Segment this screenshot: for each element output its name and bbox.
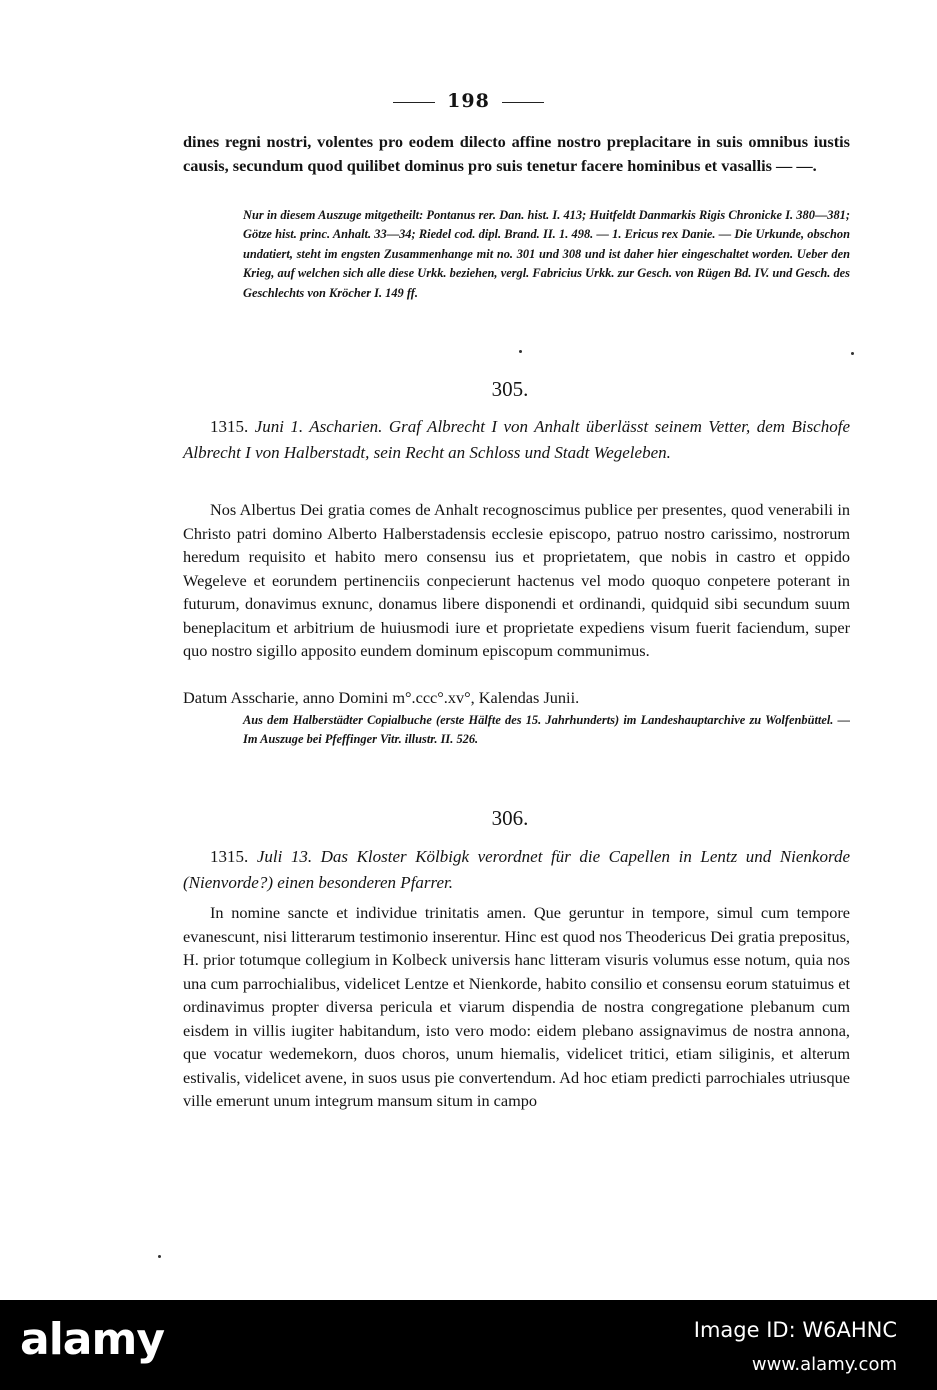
page-number <box>0 90 937 112</box>
document-summary-305: Juni 1. Ascharien. Graf Albrecht I von Anhalt überlässt seinem Vetter, dem Bischofe Albrecht I von Halberstadt, sein Recht an Schloss und Stadt Wegeleben. <box>183 417 850 462</box>
watermark-bar <box>0 1300 937 1390</box>
continuation-note: Nur in diesem Auszuge mitgetheilt: Pontanus rer. Dan. hist. I. 413; Huitfeldt Danmarkis Rigis Chronicke I. 380—381; Götze hist. princ. Anhalt. 33—34; Riedel cod. dipl. Brand. II. 1. 498. — 1. Ericus rex Danie. — Die Urkunde, obschon undatiert, steht im engsten Zusammenhange mit no. 301 und 308 und ist daher hier eingeschaltet worden. Ueber den Krieg, auf welchen sich alle diese Urkk. beziehen, vergl. Fabricius Urkk. zur Gesch. von Rügen Bd. IV. und Gesch. des Geschlechts von Kröcher I. 149 ff. <box>243 208 850 300</box>
alamy-logo: alamy <box>20 1314 164 1365</box>
divider <box>502 102 544 103</box>
document-number-306: 306. <box>491 806 529 830</box>
speck <box>851 352 854 355</box>
document-body-306: In nomine sancte et individue trinitatis amen. Que geruntur in tempore, simul cum tempore evanescunt, nisi litterarum testimonio inserentur. Hinc est quod nos Theodericus Dei gratia prepositus, H. prior totumque collegium in Kolbeck universis hanc litteram visuris volumus esse notum, quia nos una cum parrochialibus, videlicet Lentze et Nienkorde, habito consilio et consensu eorum statuimus et ordinavimus propter diversa pericula et viarum dispendia de nostra congregatione plebanum cum eisdem in villis iugiter habitandum, isto vero modo: eidem plebano assignavimus de nostra annona, que vocatur wedemekorn, duos choros, unum hiemalis, videlicet tritici, etiam siliginis, et alterum estivalis, videlicet avene, in suos usus pie convertendum. Ad hoc etiam predicti parrochiales utriusque ville emerunt unum integrum mansum situm in campo <box>183 903 850 1110</box>
continuation-text: dines regni nostri, volentes pro eodem dilecto affine nostro preplacitare in suis omnibus iustis causis, secundum quod quilibet dominus pro suis tenetur facere hominibus et vasallis — —. <box>183 132 850 175</box>
page-number-value: 198 <box>447 90 490 112</box>
document-date-306: 1315. <box>210 847 249 866</box>
speck <box>519 350 522 353</box>
speck <box>158 1255 161 1258</box>
image-id: Image ID: W6AHNC <box>693 1318 897 1342</box>
divider <box>393 102 435 103</box>
document-body-305: Nos Albertus Dei gratia comes de Anhalt recognoscimus publice per presentes, quod venerabili in Christo patri domino Alberto Halberstadensis ecclesie episcopo, patruo nostro carissimo, nostrorum heredum requisito et habito mero consensu ius et proprietatem, que nobis in castro et oppido Wegeleve et eorundem pertinenciis conpecierunt hactenus vel modo quoquo conpetere poterant in futurum, donavimus exnunc, donamus libere disponendi et ordinandi, quidquid sibi secundum suum beneplacitum et arbitrium de huiusmodi iure et proprietate expediens visum fuerit faciendum, super quo nostro sigillo apposito eundem dominum episcopum communimus. <box>183 500 850 660</box>
document-number-305: 305. <box>491 377 529 401</box>
document-note-305: Aus dem Halberstädter Copialbuche (erste Hälfte des 15. Jahrhunderts) im Landeshauptarchive zu Wolfenbüttel. — Im Auszuge bei Pfeffinger Vitr. illustr. II. 526. <box>243 713 850 747</box>
document-dated-305: Datum Asscharie, anno Domini m°.ccc°.xv°, Kalendas Junii. <box>183 688 580 707</box>
document-heading-306 <box>183 844 850 896</box>
document-date-305: 1315. <box>210 417 249 436</box>
document-heading-305 <box>183 414 850 466</box>
site-url: www.alamy.com <box>751 1354 897 1375</box>
document-summary-306: Juli 13. Das Kloster Kölbigk verordnet für die Capellen in Lentz und Nienkorde (Nienvorde?) einen besonderen Pfarrer. <box>183 847 851 892</box>
